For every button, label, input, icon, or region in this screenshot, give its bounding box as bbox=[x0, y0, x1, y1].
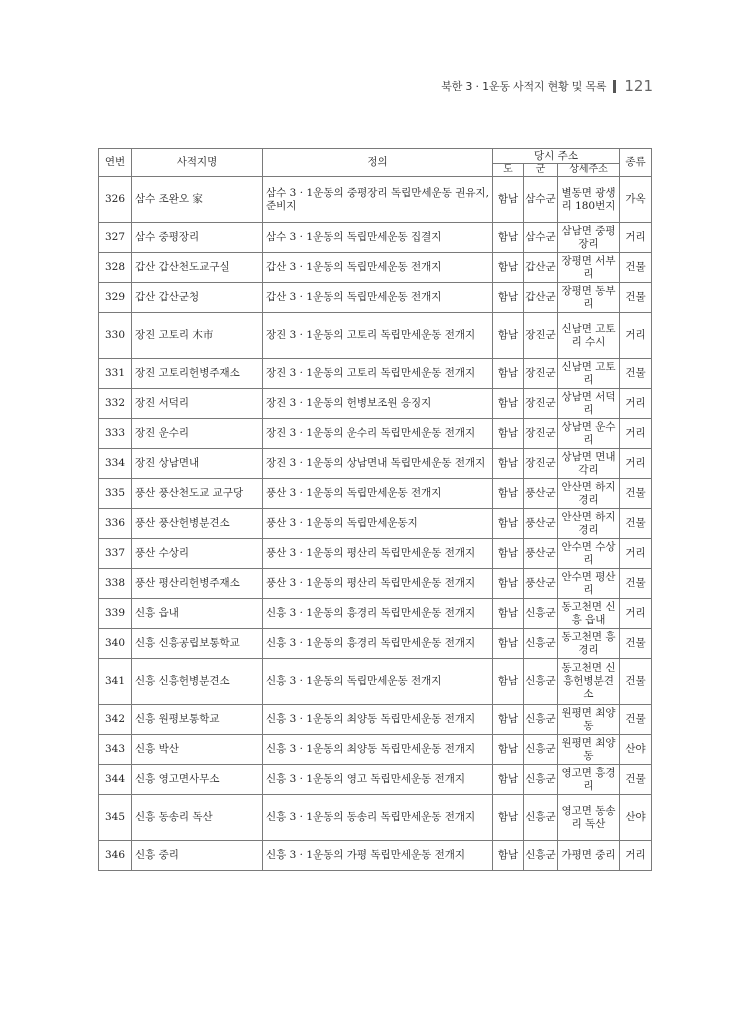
county-cell: 장진군 bbox=[524, 389, 558, 419]
table-row bbox=[99, 705, 652, 735]
province-cell: 함남 bbox=[493, 795, 524, 841]
county-cell: 장진군 bbox=[524, 419, 558, 449]
detail-address-cell: 별동면 광생리 180번지 bbox=[558, 177, 620, 223]
province-cell: 함남 bbox=[493, 659, 524, 705]
detail-address-cell: 안수면 평산리 bbox=[558, 569, 620, 599]
site-type-cell: 건물 bbox=[620, 253, 652, 283]
table-row bbox=[99, 539, 652, 569]
row-number-cell: 327 bbox=[99, 223, 132, 253]
row-number-cell: 335 bbox=[99, 479, 132, 509]
table-row bbox=[99, 795, 652, 841]
province-cell: 함남 bbox=[493, 479, 524, 509]
site-type-cell: 건물 bbox=[620, 765, 652, 795]
province-cell: 함남 bbox=[493, 629, 524, 659]
site-name-cell: 풍산 풍산천도교 교구당 bbox=[132, 479, 263, 509]
row-number-cell: 339 bbox=[99, 599, 132, 629]
county-cell: 장진군 bbox=[524, 449, 558, 479]
site-type-cell: 건물 bbox=[620, 569, 652, 599]
definition-cell: 삼수 3 · 1운동의 독립만세운동 집결지 bbox=[263, 223, 493, 253]
table-row bbox=[99, 253, 652, 283]
definition-cell: 삼수 3 · 1운동의 중평장리 독립만세운동 권유지, 준비지 bbox=[263, 177, 493, 223]
row-number-cell: 329 bbox=[99, 283, 132, 313]
definition-cell: 신흥 3 · 1운동의 흥경리 독립만세운동 전개지 bbox=[263, 599, 493, 629]
site-type-cell: 건물 bbox=[620, 659, 652, 705]
site-type-cell: 거리 bbox=[620, 841, 652, 871]
definition-cell: 신흥 3 · 1운동의 최양동 독립만세운동 전개지 bbox=[263, 705, 493, 735]
detail-address-cell: 상남면 운수리 bbox=[558, 419, 620, 449]
site-name-cell: 풍산 수상리 bbox=[132, 539, 263, 569]
col-header-county: 군 bbox=[524, 164, 558, 177]
county-cell: 삼수군 bbox=[524, 223, 558, 253]
site-type-cell: 거리 bbox=[620, 313, 652, 359]
county-cell: 신흥군 bbox=[524, 765, 558, 795]
row-number-cell: 345 bbox=[99, 795, 132, 841]
site-type-cell: 건물 bbox=[620, 509, 652, 539]
table-row bbox=[99, 223, 652, 253]
site-name-cell: 신흥 동송리 독산 bbox=[132, 795, 263, 841]
county-cell: 풍산군 bbox=[524, 509, 558, 539]
detail-address-cell: 가평면 중리 bbox=[558, 841, 620, 871]
detail-address-cell: 삼남면 중평장리 bbox=[558, 223, 620, 253]
historic-sites-table bbox=[98, 148, 652, 871]
province-cell: 함남 bbox=[493, 389, 524, 419]
row-number-cell: 343 bbox=[99, 735, 132, 765]
row-number-cell: 340 bbox=[99, 629, 132, 659]
county-cell: 장진군 bbox=[524, 359, 558, 389]
definition-cell: 신흥 3 · 1운동의 독립만세운동 전개지 bbox=[263, 659, 493, 705]
province-cell: 함남 bbox=[493, 705, 524, 735]
detail-address-cell: 장평면 동부리 bbox=[558, 283, 620, 313]
province-cell: 함남 bbox=[493, 509, 524, 539]
province-cell: 함남 bbox=[493, 765, 524, 795]
col-header-detail-address: 상세주소 bbox=[558, 164, 620, 177]
site-type-cell: 거리 bbox=[620, 389, 652, 419]
row-number-cell: 341 bbox=[99, 659, 132, 705]
col-header-address-group: 당시 주소 bbox=[493, 149, 620, 164]
row-number-cell: 328 bbox=[99, 253, 132, 283]
col-header-type: 종류 bbox=[620, 149, 652, 177]
definition-cell: 풍산 3 · 1운동의 독립만세운동지 bbox=[263, 509, 493, 539]
row-number-cell: 330 bbox=[99, 313, 132, 359]
running-head bbox=[441, 77, 653, 95]
row-number-cell: 338 bbox=[99, 569, 132, 599]
site-name-cell: 삼수 조완오 家 bbox=[132, 177, 263, 223]
detail-address-cell: 안수면 수상리 bbox=[558, 539, 620, 569]
table-row bbox=[99, 389, 652, 419]
province-cell: 함남 bbox=[493, 569, 524, 599]
site-type-cell: 건물 bbox=[620, 629, 652, 659]
col-header-province: 도 bbox=[493, 164, 524, 177]
site-type-cell: 거리 bbox=[620, 599, 652, 629]
detail-address-cell: 동고천면 신흥헌병분견소 bbox=[558, 659, 620, 705]
site-type-cell: 거리 bbox=[620, 223, 652, 253]
province-cell: 함남 bbox=[493, 177, 524, 223]
site-name-cell: 갑산 갑산천도교구실 bbox=[132, 253, 263, 283]
definition-cell: 신흥 3 · 1운동의 영고 독립만세운동 전개지 bbox=[263, 765, 493, 795]
county-cell: 풍산군 bbox=[524, 479, 558, 509]
detail-address-cell: 신남면 고토리 bbox=[558, 359, 620, 389]
province-cell: 함남 bbox=[493, 223, 524, 253]
detail-address-cell: 상남면 면내 각리 bbox=[558, 449, 620, 479]
county-cell: 신흥군 bbox=[524, 629, 558, 659]
site-type-cell: 건물 bbox=[620, 705, 652, 735]
site-name-cell: 장진 고토리헌병주재소 bbox=[132, 359, 263, 389]
table-row bbox=[99, 177, 652, 223]
site-name-cell: 갑산 갑산군청 bbox=[132, 283, 263, 313]
table-row bbox=[99, 449, 652, 479]
definition-cell: 신흥 3 · 1운동의 가평 독립만세운동 전개지 bbox=[263, 841, 493, 871]
running-head-title: 북한 3 · 1운동 사적지 현황 및 목록 bbox=[441, 80, 607, 93]
row-number-cell: 334 bbox=[99, 449, 132, 479]
county-cell: 신흥군 bbox=[524, 795, 558, 841]
row-number-cell: 342 bbox=[99, 705, 132, 735]
detail-address-cell: 동고천면 신흥 읍내 bbox=[558, 599, 620, 629]
col-header-number: 연번 bbox=[99, 149, 132, 177]
table-row bbox=[99, 419, 652, 449]
definition-cell: 장진 3 · 1운동의 운수리 독립만세운동 전개지 bbox=[263, 419, 493, 449]
detail-address-cell: 동고천면 흥경리 bbox=[558, 629, 620, 659]
site-name-cell: 장진 서덕리 bbox=[132, 389, 263, 419]
county-cell: 장진군 bbox=[524, 313, 558, 359]
definition-cell: 신흥 3 · 1운동의 흥경리 독립만세운동 전개지 bbox=[263, 629, 493, 659]
table-row bbox=[99, 841, 652, 871]
definition-cell: 장진 3 · 1운동의 고토리 독립만세운동 전개지 bbox=[263, 313, 493, 359]
province-cell: 함남 bbox=[493, 449, 524, 479]
county-cell: 갑산군 bbox=[524, 283, 558, 313]
definition-cell: 풍산 3 · 1운동의 평산리 독립만세운동 전개지 bbox=[263, 539, 493, 569]
detail-address-cell: 영고면 동송리 독산 bbox=[558, 795, 620, 841]
definition-cell: 풍산 3 · 1운동의 독립만세운동 전개지 bbox=[263, 479, 493, 509]
detail-address-cell: 상남면 서덕리 bbox=[558, 389, 620, 419]
county-cell: 풍산군 bbox=[524, 539, 558, 569]
province-cell: 함남 bbox=[493, 283, 524, 313]
site-name-cell: 신흥 영고면사무소 bbox=[132, 765, 263, 795]
county-cell: 신흥군 bbox=[524, 705, 558, 735]
definition-cell: 장진 3 · 1운동의 고토리 독립만세운동 전개지 bbox=[263, 359, 493, 389]
definition-cell: 장진 3 · 1운동의 헌병보조원 응징지 bbox=[263, 389, 493, 419]
site-name-cell: 신흥 박산 bbox=[132, 735, 263, 765]
table-row bbox=[99, 765, 652, 795]
detail-address-cell: 원평면 최양동 bbox=[558, 735, 620, 765]
row-number-cell: 332 bbox=[99, 389, 132, 419]
site-name-cell: 풍산 평산리헌병주재소 bbox=[132, 569, 263, 599]
site-name-cell: 장진 상남면내 bbox=[132, 449, 263, 479]
site-type-cell: 산야 bbox=[620, 795, 652, 841]
site-type-cell: 가옥 bbox=[620, 177, 652, 223]
site-name-cell: 신흥 중리 bbox=[132, 841, 263, 871]
table-row bbox=[99, 629, 652, 659]
county-cell: 신흥군 bbox=[524, 599, 558, 629]
county-cell: 삼수군 bbox=[524, 177, 558, 223]
site-name-cell: 신흥 원평보통학교 bbox=[132, 705, 263, 735]
site-name-cell: 신흥 신흥헌병분견소 bbox=[132, 659, 263, 705]
definition-cell: 신흥 3 · 1운동의 동송리 독립만세운동 전개지 bbox=[263, 795, 493, 841]
province-cell: 함남 bbox=[493, 253, 524, 283]
province-cell: 함남 bbox=[493, 539, 524, 569]
definition-cell: 갑산 3 · 1운동의 독립만세운동 전개지 bbox=[263, 253, 493, 283]
site-type-cell: 산야 bbox=[620, 735, 652, 765]
site-name-cell: 신흥 읍내 bbox=[132, 599, 263, 629]
site-type-cell: 거리 bbox=[620, 449, 652, 479]
page-number: 121 bbox=[624, 77, 653, 95]
detail-address-cell: 안산면 하지경리 bbox=[558, 479, 620, 509]
table-header bbox=[99, 149, 652, 177]
row-number-cell: 333 bbox=[99, 419, 132, 449]
county-cell: 풍산군 bbox=[524, 569, 558, 599]
row-number-cell: 326 bbox=[99, 177, 132, 223]
site-name-cell: 풍산 풍산헌병분견소 bbox=[132, 509, 263, 539]
definition-cell: 풍산 3 · 1운동의 평산리 독립만세운동 전개지 bbox=[263, 569, 493, 599]
province-cell: 함남 bbox=[493, 599, 524, 629]
site-name-cell: 장진 운수리 bbox=[132, 419, 263, 449]
county-cell: 신흥군 bbox=[524, 735, 558, 765]
site-type-cell: 건물 bbox=[620, 283, 652, 313]
row-number-cell: 337 bbox=[99, 539, 132, 569]
table-row bbox=[99, 283, 652, 313]
province-cell: 함남 bbox=[493, 419, 524, 449]
county-cell: 신흥군 bbox=[524, 659, 558, 705]
definition-cell: 갑산 3 · 1운동의 독립만세운동 전개지 bbox=[263, 283, 493, 313]
county-cell: 갑산군 bbox=[524, 253, 558, 283]
definition-cell: 신흥 3 · 1운동의 최양동 독립만세운동 전개지 bbox=[263, 735, 493, 765]
col-header-site-name: 사적지명 bbox=[132, 149, 263, 177]
site-name-cell: 삼수 중평장리 bbox=[132, 223, 263, 253]
detail-address-cell: 원평면 최양동 bbox=[558, 705, 620, 735]
table-row bbox=[99, 313, 652, 359]
row-number-cell: 344 bbox=[99, 765, 132, 795]
site-type-cell: 건물 bbox=[620, 359, 652, 389]
col-header-definition: 정의 bbox=[263, 149, 493, 177]
table-row bbox=[99, 479, 652, 509]
table-body bbox=[99, 177, 652, 871]
detail-address-cell: 장평면 서부리 bbox=[558, 253, 620, 283]
province-cell: 함남 bbox=[493, 735, 524, 765]
site-type-cell: 거리 bbox=[620, 539, 652, 569]
row-number-cell: 336 bbox=[99, 509, 132, 539]
site-name-cell: 장진 고토리 木市 bbox=[132, 313, 263, 359]
table-row bbox=[99, 735, 652, 765]
table-row bbox=[99, 659, 652, 705]
table-row bbox=[99, 599, 652, 629]
row-number-cell: 331 bbox=[99, 359, 132, 389]
table-row bbox=[99, 509, 652, 539]
province-cell: 함남 bbox=[493, 359, 524, 389]
province-cell: 함남 bbox=[493, 841, 524, 871]
site-type-cell: 거리 bbox=[620, 419, 652, 449]
site-name-cell: 신흥 신흥공립보통학교 bbox=[132, 629, 263, 659]
table-row bbox=[99, 569, 652, 599]
province-cell: 함남 bbox=[493, 313, 524, 359]
site-type-cell: 건물 bbox=[620, 479, 652, 509]
running-head-divider bbox=[613, 80, 616, 93]
table-row bbox=[99, 359, 652, 389]
detail-address-cell: 신남면 고토리 수시 bbox=[558, 313, 620, 359]
county-cell: 신흥군 bbox=[524, 841, 558, 871]
detail-address-cell: 안산면 하지경리 bbox=[558, 509, 620, 539]
definition-cell: 장진 3 · 1운동의 상남면내 독립만세운동 전개지 bbox=[263, 449, 493, 479]
row-number-cell: 346 bbox=[99, 841, 132, 871]
detail-address-cell: 영고면 흥경리 bbox=[558, 765, 620, 795]
